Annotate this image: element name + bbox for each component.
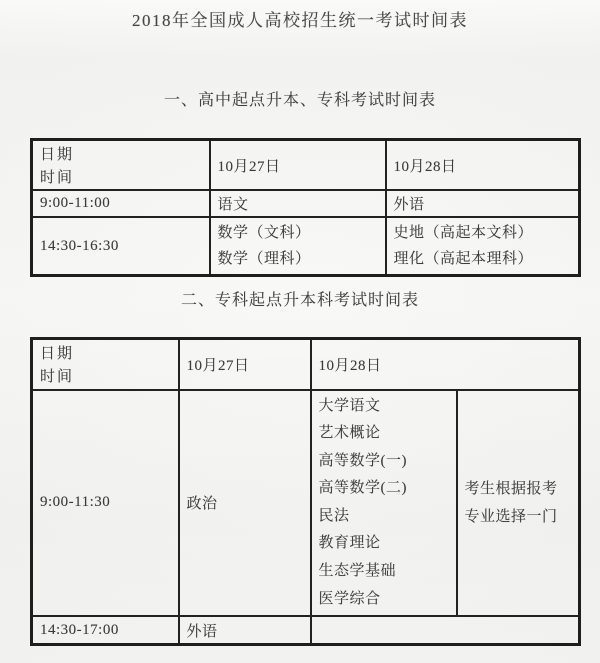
table1-row-afternoon bbox=[32, 217, 580, 276]
table1-date-label: 日期 bbox=[40, 147, 75, 163]
table2-header-oct27: 10月27日 bbox=[179, 339, 311, 390]
table1-afternoon-day2-line1: 史地（高起本文科） bbox=[393, 225, 534, 241]
section1-heading: 一、高中起点升本、专科考试时间表 bbox=[163, 92, 436, 109]
table1-corner-inner bbox=[40, 143, 202, 187]
table2-morning-choice-note: 考生根据报考专业选择一门 bbox=[457, 390, 580, 617]
subject-item: 艺术概论 bbox=[318, 425, 381, 442]
table1-afternoon-time: 14:30-16:30 bbox=[32, 217, 210, 276]
table1-time-label: 时间 bbox=[40, 170, 75, 186]
table1-afternoon-day1-line2: 数学（理科） bbox=[217, 251, 311, 267]
table2-row-afternoon bbox=[32, 616, 580, 644]
table2-date-label: 日期 bbox=[40, 346, 75, 363]
table-college-start-schedule bbox=[30, 337, 581, 646]
table1-morning-day1-subject: 语文 bbox=[210, 190, 386, 217]
subject-item: 医学综合 bbox=[318, 590, 381, 607]
table2-afternoon-day2-empty-cell bbox=[311, 616, 580, 644]
table1-afternoon-day2-line2: 理化（高起本理科） bbox=[393, 251, 534, 267]
table2-time-label: 时间 bbox=[40, 369, 75, 386]
table1-afternoon-day1-subjects bbox=[210, 217, 386, 276]
table2-corner-cell bbox=[32, 339, 179, 390]
table2-corner-inner bbox=[40, 342, 171, 386]
table1-morning-time: 9:00-11:00 bbox=[32, 190, 210, 217]
table2-header-oct28: 10月28日 bbox=[311, 339, 580, 390]
subject-item: 教育理论 bbox=[318, 535, 381, 552]
table1-header-oct28: 10月28日 bbox=[386, 140, 580, 191]
table1-afternoon-day1-line1: 数学（文科） bbox=[217, 225, 311, 241]
table1-corner-cell bbox=[32, 140, 210, 191]
subject-item: 大学语文 bbox=[318, 397, 381, 414]
section2-heading: 二、专科起点升本科考试时间表 bbox=[180, 292, 419, 309]
table2-morning-day1-subject: 政治 bbox=[179, 390, 311, 617]
table2-header-row bbox=[32, 339, 580, 390]
table1-morning-day2-subject: 外语 bbox=[386, 190, 580, 217]
table1-afternoon-day2-subjects bbox=[386, 217, 580, 276]
subject-item: 高等数学(二) bbox=[318, 480, 407, 497]
subject-item: 生态学基础 bbox=[318, 563, 397, 580]
table1-header-oct27: 10月27日 bbox=[210, 140, 386, 191]
subject-item: 高等数学(一) bbox=[318, 452, 407, 469]
table2-row-morning bbox=[32, 390, 580, 617]
table1-row-morning bbox=[32, 190, 580, 217]
table2-morning-time: 9:00-11:30 bbox=[32, 390, 179, 617]
document-title: 2018年全国成人高校招生统一考试时间表 bbox=[132, 11, 468, 30]
subject-item: 民法 bbox=[318, 507, 350, 524]
table2-afternoon-time: 14:30-17:00 bbox=[32, 616, 179, 644]
table1-header-row bbox=[32, 140, 580, 191]
table2-afternoon-day1-subject: 外语 bbox=[179, 616, 311, 644]
table-high-school-start-schedule bbox=[30, 138, 581, 277]
table2-morning-day2-subject-list bbox=[311, 390, 457, 617]
